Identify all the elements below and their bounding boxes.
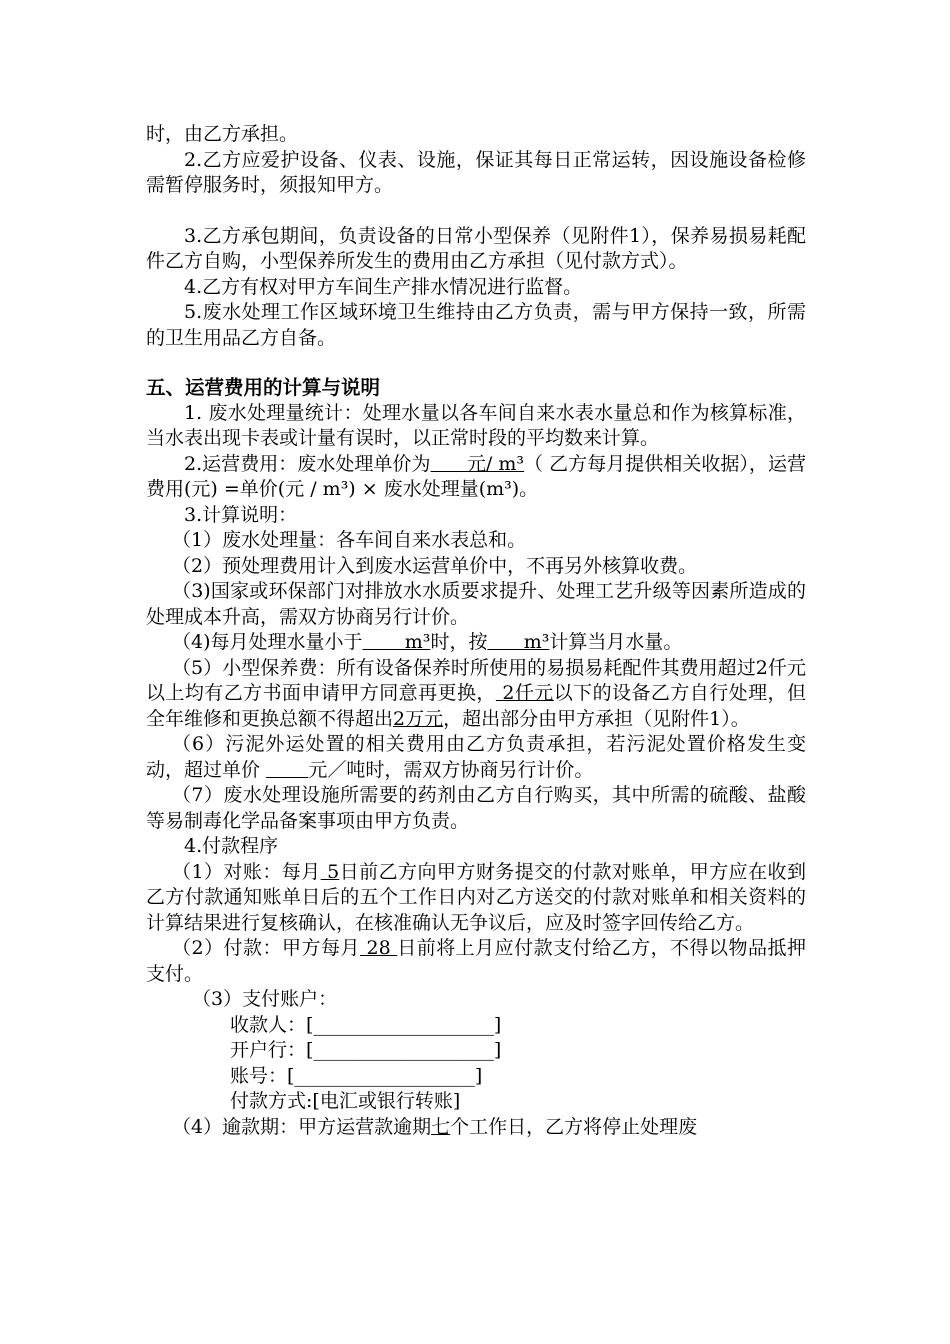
payment-item-2 bbox=[146, 936, 806, 987]
sludge-price-blank bbox=[266, 759, 308, 781]
calc-item-2: （2）预处理费用计入到废水运营单价中，不再另外核算收费。 bbox=[172, 554, 698, 577]
calc-item-5 bbox=[146, 656, 806, 733]
clause-s2 bbox=[146, 452, 806, 503]
calc-item-6 bbox=[146, 732, 806, 783]
account-number: 账号：[___________________] bbox=[230, 1064, 483, 1087]
clause-s4: 4.付款程序 bbox=[184, 835, 279, 857]
calc-item-6-text-b: 元／吨时，需双方协商另行计价。 bbox=[308, 758, 594, 781]
payment-item-2-text-b: 日前将上月应付款支付给乙方，不得以物品抵押支付。 bbox=[146, 937, 806, 985]
document-page bbox=[146, 122, 806, 1140]
threshold-amount: 2仟元 bbox=[495, 682, 554, 704]
paragraph-continuation: 时，由乙方承担。 bbox=[146, 123, 299, 145]
unit-price-blank: 元/ m³ bbox=[430, 452, 525, 475]
payment-item-4-text-b: 个工作日，乙方将停止处理废 bbox=[450, 1115, 698, 1138]
payment-day: 28 bbox=[359, 937, 398, 959]
payment-item-3: （3）支付账户： bbox=[192, 988, 338, 1010]
payment-item-1 bbox=[146, 860, 806, 937]
calc-item-5-text-c: ，超出部分由甲方承担（见附件1）。 bbox=[443, 707, 750, 730]
spacer bbox=[146, 351, 806, 375]
overdue-days: 七 bbox=[431, 1115, 451, 1138]
annual-cap-amount: 2万元 bbox=[393, 707, 444, 730]
payment-item-4-text-a: （4）逾款期：甲方运营款逾期 bbox=[172, 1115, 432, 1138]
clause-s2-text-b: （ 乙方每月提供相关收据），运营费用(元) =单价(元 / m³) × 废水处理量(m³)。 bbox=[146, 452, 806, 500]
clause-s3: 3.计算说明： bbox=[184, 503, 298, 526]
payment-item-1-text-b: 日前乙方向甲方财务提交的付款对账单，甲方应在收到乙方付款通知账单日后的五个工作日内对乙方送交的付款对账单和相关资料的计算结果进行复核确认，在核准确认无争议后，应及时签字回传给乙方。 bbox=[146, 860, 806, 934]
payment-item-4 bbox=[146, 1115, 806, 1141]
calc-item-5-text-b: 以下的设备乙方自行处理，但全年维修和更换总额不得超出 bbox=[146, 682, 806, 730]
reconcile-day: 5 bbox=[320, 860, 340, 883]
calc-item-4-text-a: （4)每月处理水量小于 bbox=[172, 631, 363, 653]
min-volume-blank: m³ bbox=[362, 631, 431, 653]
section-title: 五、运营费用的计算与说明 bbox=[146, 376, 381, 399]
account-method: 付款方式:[电汇或银行转账] bbox=[230, 1090, 461, 1112]
clause-s2-text-a: 2.运营费用：废水处理单价为 bbox=[184, 452, 431, 475]
calc-item-5-text-a: （5）小型保养费：所有设备保养时所使用的易损易耗配件其费用超过2仟元以上均有乙方书面申请甲方同意再更换， bbox=[146, 656, 806, 704]
billed-volume-blank: m³ bbox=[487, 631, 550, 653]
account-payee: 收款人：[___________________] bbox=[230, 1013, 502, 1036]
calc-item-3: （3)国家或环保部门对排放水水质要求提升、处理工艺升级等因素所造成的处理成本升高，需双方协商另行计价。 bbox=[146, 580, 806, 628]
spacer bbox=[146, 199, 806, 224]
calc-item-4-text-b: 时，按 bbox=[430, 631, 488, 653]
clause-3: 3.乙方承包期间，负责设备的日常小型保养（见附件1），保养易损易耗配件乙方自购，小型保养所发生的费用由乙方承担（见付款方式）。 bbox=[146, 224, 806, 272]
calc-item-6-text-a: （6）污泥外运处置的相关费用由乙方负责承担，若污泥处置价格发生变动，超过单价 bbox=[146, 733, 806, 781]
clause-4: 4.乙方有权对甲方车间生产排水情况进行监督。 bbox=[184, 275, 583, 298]
clause-5: 5.废水处理工作区域环境卫生维持由乙方负责，需与甲方保持一致，所需的卫生用品乙方自备。 bbox=[146, 301, 806, 349]
calc-item-7: （7）废水处理设施所需要的药剂由乙方自行购买，其中所需的硫酸、盐酸等易制毒化学品备案事项由甲方负责。 bbox=[146, 784, 806, 832]
clause-s1: 1. 废水处理量统计：处理水量以各车间自来水表水量总和作为核算标准，当水表出现卡表或计量有误时，以正常时段的平均数来计算。 bbox=[146, 401, 806, 449]
calc-item-1: （1）废水处理量：各车间自来水表总和。 bbox=[172, 529, 527, 551]
payment-item-2-text-a: （2）付款：甲方每月 bbox=[172, 937, 360, 959]
payment-item-1-text-a: （1）对账：每月 bbox=[172, 860, 321, 883]
calc-item-4 bbox=[146, 630, 806, 656]
clause-2: 2.乙方应爱护设备、仪表、设施，保证其每日正常运转，因设施设备检修需暂停服务时，须报知甲方。 bbox=[146, 148, 806, 196]
account-bank: 开户行：[___________________] bbox=[230, 1039, 502, 1061]
calc-item-4-text-c: 计算当月水量。 bbox=[549, 631, 683, 653]
